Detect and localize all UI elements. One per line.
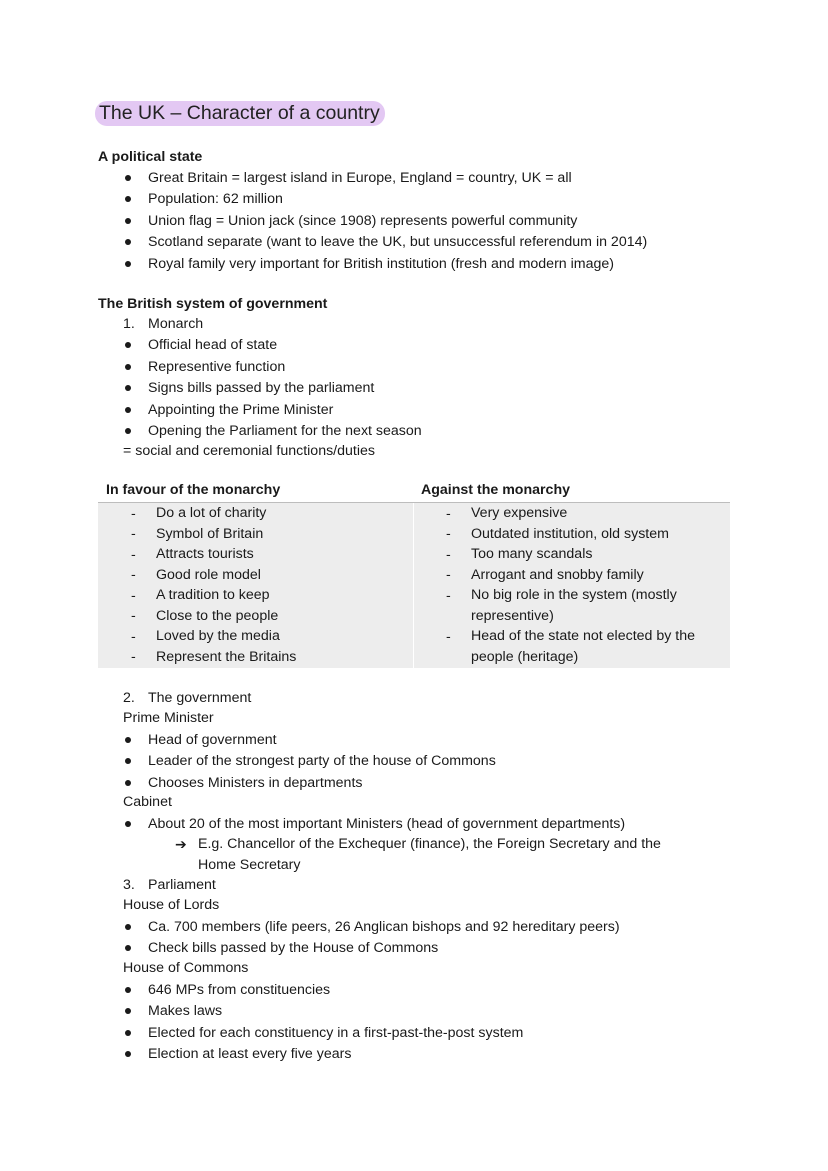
dash-icon: - — [446, 588, 451, 604]
bullet-icon — [125, 737, 131, 743]
dash-icon: - — [131, 629, 136, 645]
table-cell-against: Arrogant and snobby family — [471, 566, 644, 583]
list-item: Great Britain = largest island in Europe, England = country, UK = all — [148, 170, 572, 186]
table-cell-favour: Good role model — [156, 566, 261, 583]
table-cell-favour: Represent the Britains — [156, 648, 297, 665]
bullet-icon — [125, 987, 131, 993]
list-item: Population: 62 million — [148, 191, 283, 207]
list-item: Election at least every five years — [148, 1046, 352, 1062]
section-heading-political-state: A political state — [98, 149, 203, 165]
list-item: Opening the Parliament for the next season — [148, 423, 422, 439]
bullet-icon — [125, 428, 131, 434]
bullet-icon — [125, 924, 131, 930]
dash-icon: - — [446, 629, 451, 645]
table-cell-favour: Close to the people — [156, 607, 279, 624]
dash-icon: - — [131, 567, 136, 583]
bullet-icon — [125, 821, 131, 827]
dash-icon: - — [446, 526, 451, 542]
list-item: Union flag = Union jack (since 1908) represents powerful community — [148, 213, 578, 229]
table-cell-against: Very expensive — [471, 505, 568, 521]
table-cell-against: No big role in the system (mostly — [471, 587, 677, 603]
monarch-summary: = social and ceremonial functions/duties — [123, 443, 375, 459]
list-item: Leader of the strongest party of the house of Commons — [148, 753, 496, 769]
bullet-icon — [125, 342, 131, 348]
bullet-icon — [125, 407, 131, 413]
table-cell-favour: Do a lot of charity — [156, 505, 267, 521]
bullet-icon — [125, 261, 131, 267]
dash-icon: - — [131, 526, 136, 542]
table-cell-against-continued: people (heritage) — [471, 648, 579, 665]
bullet-icon — [125, 1030, 131, 1036]
list-item: Representive function — [148, 359, 286, 375]
list-item: Official head of state — [148, 337, 278, 353]
bullet-icon — [125, 1008, 131, 1014]
bullet-icon — [125, 780, 131, 786]
dash-icon: - — [446, 567, 451, 583]
table-cell-against-continued: representive) — [471, 607, 554, 624]
list-item: Royal family very important for British institution (fresh and modern image) — [148, 256, 614, 272]
dash-icon: - — [446, 506, 451, 522]
bullet-icon — [125, 196, 131, 202]
page-title: The UK – Character of a country — [95, 101, 385, 126]
table-cell-against: Outdated institution, old system — [471, 525, 669, 542]
table-column-divider — [413, 503, 414, 668]
bullet-icon — [125, 364, 131, 370]
dash-icon: - — [131, 506, 136, 522]
list-item: About 20 of the most important Ministers (head of government departments) — [148, 816, 626, 832]
list-number: 2. — [123, 690, 135, 706]
bullet-icon — [125, 175, 131, 181]
bullet-icon — [125, 1051, 131, 1057]
list-item: Scotland separate (want to leave the UK, but unsuccessful referendum in 2014) — [148, 234, 648, 250]
list-number: 3. — [123, 877, 135, 893]
dash-icon: - — [131, 608, 136, 624]
table-cell-favour: A tradition to keep — [156, 587, 270, 603]
subsection-label-government: The government — [148, 690, 252, 706]
subsection-label-house-of-commons: House of Commons — [123, 960, 249, 976]
list-item: 646 MPs from constituencies — [148, 982, 331, 998]
list-number: 1. — [123, 316, 135, 332]
dash-icon: - — [131, 547, 136, 563]
subsection-label-monarch: Monarch — [148, 316, 204, 332]
subsection-label-parliament: Parliament — [148, 877, 216, 893]
cabinet-example-continued: Home Secretary — [198, 857, 301, 873]
subsection-label-cabinet: Cabinet — [123, 794, 172, 810]
dash-icon: - — [131, 588, 136, 604]
bullet-icon — [125, 945, 131, 951]
list-item: Signs bills passed by the parliament — [148, 380, 375, 396]
arrow-right-icon: ➔ — [175, 836, 187, 852]
subsection-label-prime-minister: Prime Minister — [123, 710, 214, 726]
table-header-against: Against the monarchy — [421, 482, 570, 498]
bullet-icon — [125, 239, 131, 245]
table-cell-favour: Attracts tourists — [156, 546, 254, 562]
list-item: Elected for each constituency in a first-past-the-post system — [148, 1025, 524, 1041]
list-item: Ca. 700 members (life peers, 26 Anglican bishops and 92 hereditary peers) — [148, 919, 620, 935]
section-heading-government-system: The British system of government — [98, 296, 328, 312]
bullet-icon — [125, 385, 131, 391]
dash-icon: - — [131, 649, 136, 665]
cabinet-example: E.g. Chancellor of the Exchequer (finance), the Foreign Secretary and the — [198, 836, 661, 852]
table-cell-favour: Symbol of Britain — [156, 525, 264, 542]
list-item: Head of government — [148, 732, 277, 748]
dash-icon: - — [446, 547, 451, 563]
table-cell-against: Too many scandals — [471, 546, 593, 562]
subsection-label-house-of-lords: House of Lords — [123, 897, 220, 913]
list-item: Appointing the Prime Minister — [148, 402, 334, 418]
list-item: Check bills passed by the House of Commons — [148, 940, 439, 956]
table-cell-favour: Loved by the media — [156, 628, 280, 644]
bullet-icon — [125, 758, 131, 764]
table-header-favour: In favour of the monarchy — [106, 482, 281, 498]
bullet-icon — [125, 218, 131, 224]
table-cell-against: Head of the state not elected by the — [471, 628, 696, 644]
list-item: Chooses Ministers in departments — [148, 775, 363, 791]
list-item: Makes laws — [148, 1003, 223, 1019]
